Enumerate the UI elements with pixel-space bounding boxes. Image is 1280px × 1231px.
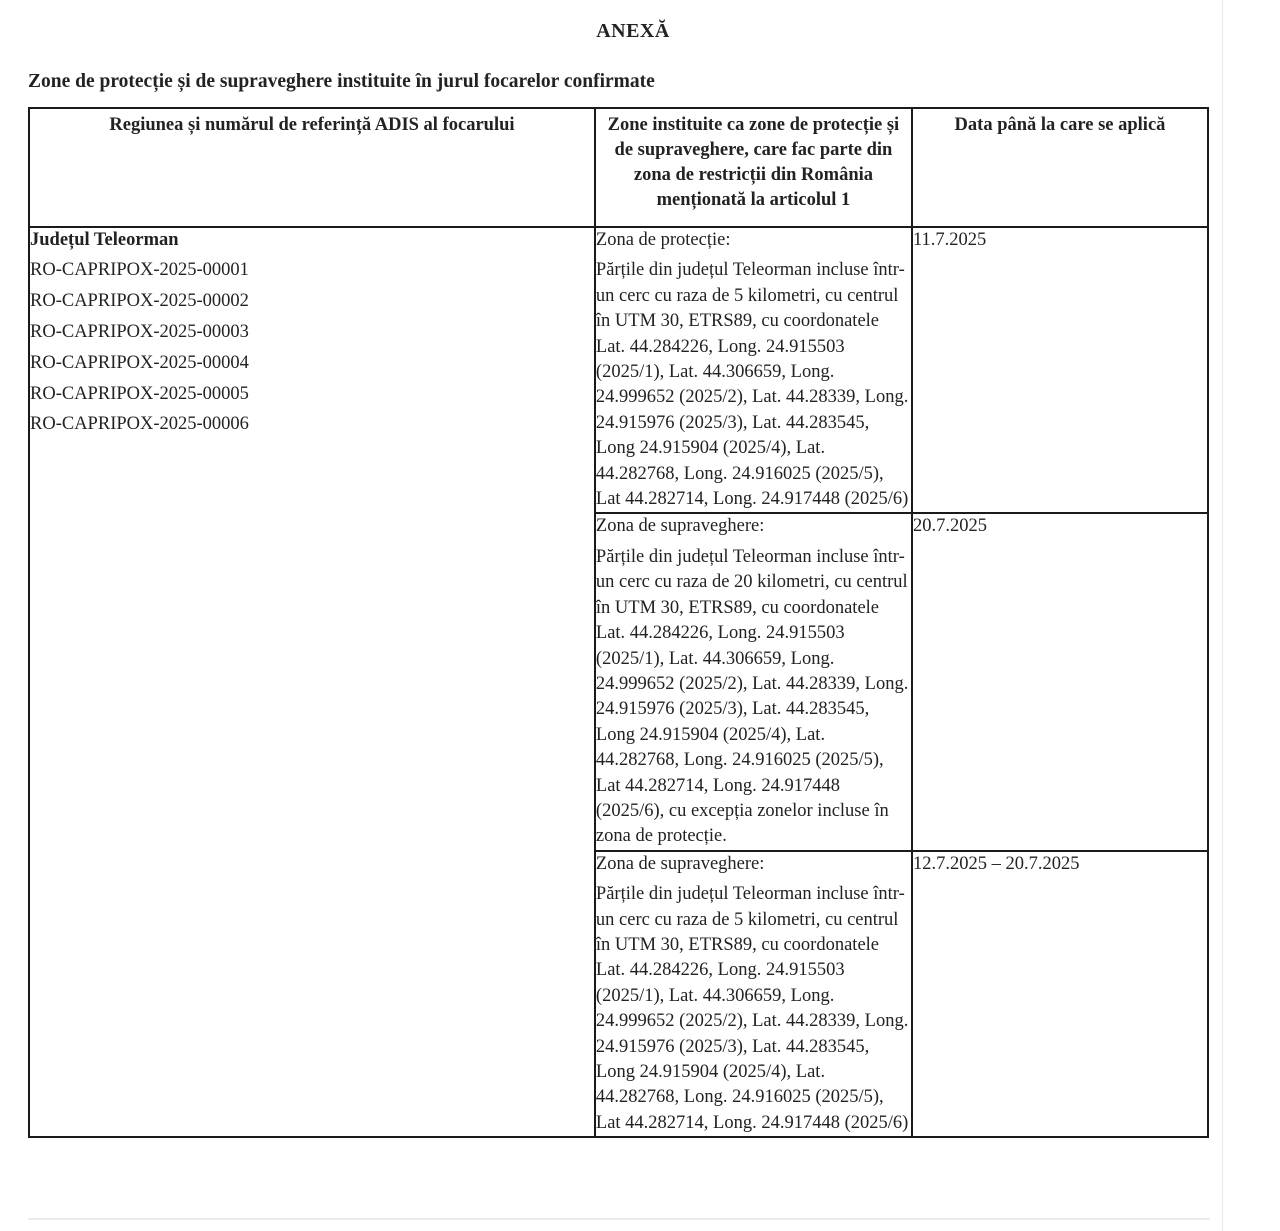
table-caption: Zone de protecție și de supraveghere instituite în jurul focarelor confirmate	[28, 71, 655, 92]
zone-date: 12.7.2025 – 20.7.2025	[912, 851, 1208, 1137]
zone-label: Zona de protecție:	[595, 230, 731, 250]
zone-date: 11.7.2025	[912, 227, 1208, 513]
zone-description: Părțile din județul Teleorman incluse într-un cerc cu raza de 20 kilometri, cu centrul în UTM 30, ETRS89, cu coordonatele Lat. 44.284226, Long. 24.915503 (2025/1), Lat. 44.306659, Long. 24.999652 (2025/2), Lat. 44.28339, Long. 24.915976 (2025/3), Lat. 44.283545, Long 24.915904 (2025/4), Lat. 44.282768, Long. 24.916025 (2025/5), Lat 44.282714, Long. 24.917448 (2025/6), cu excepția zonelor incluse în zona de protecție.	[595, 546, 909, 847]
header-zones: Zone instituite ca zone de protecție și de supraveghere, care fac parte din zona de restricții din România menționată la articolul 1	[595, 108, 912, 227]
zone-description: Părțile din județul Teleorman incluse într-un cerc cu raza de 5 kilometri, cu centrul în UTM 30, ETRS89, cu coordonatele Lat. 44.284226, Long. 24.915503 (2025/1), Lat. 44.306659, Long. 24.999652 (2025/2), Lat. 44.28339, Long. 24.915976 (2025/3), Lat. 44.283545, Long 24.915904 (2025/4), Lat. 44.282768, Long. 24.916025 (2025/5), Lat 44.282714, Long. 24.917448 (2025/6)	[595, 260, 909, 510]
adis-reference: RO-CAPRIPOX-2025-00005	[30, 383, 249, 404]
zone-label: Zona de supraveghere:	[595, 516, 765, 537]
bottom-divider	[28, 1218, 1210, 1220]
adis-reference: RO-CAPRIPOX-2025-00002	[30, 291, 249, 312]
zone-cell	[595, 227, 912, 513]
zone-cell	[595, 513, 912, 850]
zone-cell	[595, 851, 912, 1137]
page-edge-divider	[1222, 0, 1223, 1231]
table-row	[29, 227, 1208, 513]
zones-table	[28, 107, 1209, 1138]
adis-reference: RO-CAPRIPOX-2025-00003	[30, 322, 249, 342]
adis-reference: RO-CAPRIPOX-2025-00004	[30, 352, 249, 373]
zone-description: Părțile din județul Teleorman incluse într-un cerc cu raza de 5 kilometri, cu centrul în UTM 30, ETRS89, cu coordonatele Lat. 44.284226, Long. 24.915503 (2025/1), Lat. 44.306659, Long. 24.999652 (2025/2), Lat. 44.28339, Long. 24.915976 (2025/3), Lat. 44.283545, Long 24.915904 (2025/4), Lat. 44.282768, Long. 24.916025 (2025/5), Lat 44.282714, Long. 24.917448 (2025/6)	[595, 884, 909, 1133]
adis-reference: RO-CAPRIPOX-2025-00001	[30, 260, 249, 281]
table-header-row	[29, 108, 1208, 227]
header-region: Regiunea și numărul de referință ADIS al focarului	[29, 108, 595, 227]
annex-title: ANEXĂ	[596, 20, 670, 42]
adis-reference: RO-CAPRIPOX-2025-00006	[30, 414, 249, 435]
region-name: Județul Teleorman	[30, 230, 179, 250]
region-cell	[29, 227, 595, 1137]
zone-date: 20.7.2025	[912, 513, 1208, 850]
header-date: Data până la care se aplică	[912, 108, 1208, 227]
zone-label: Zona de supraveghere:	[595, 853, 765, 874]
